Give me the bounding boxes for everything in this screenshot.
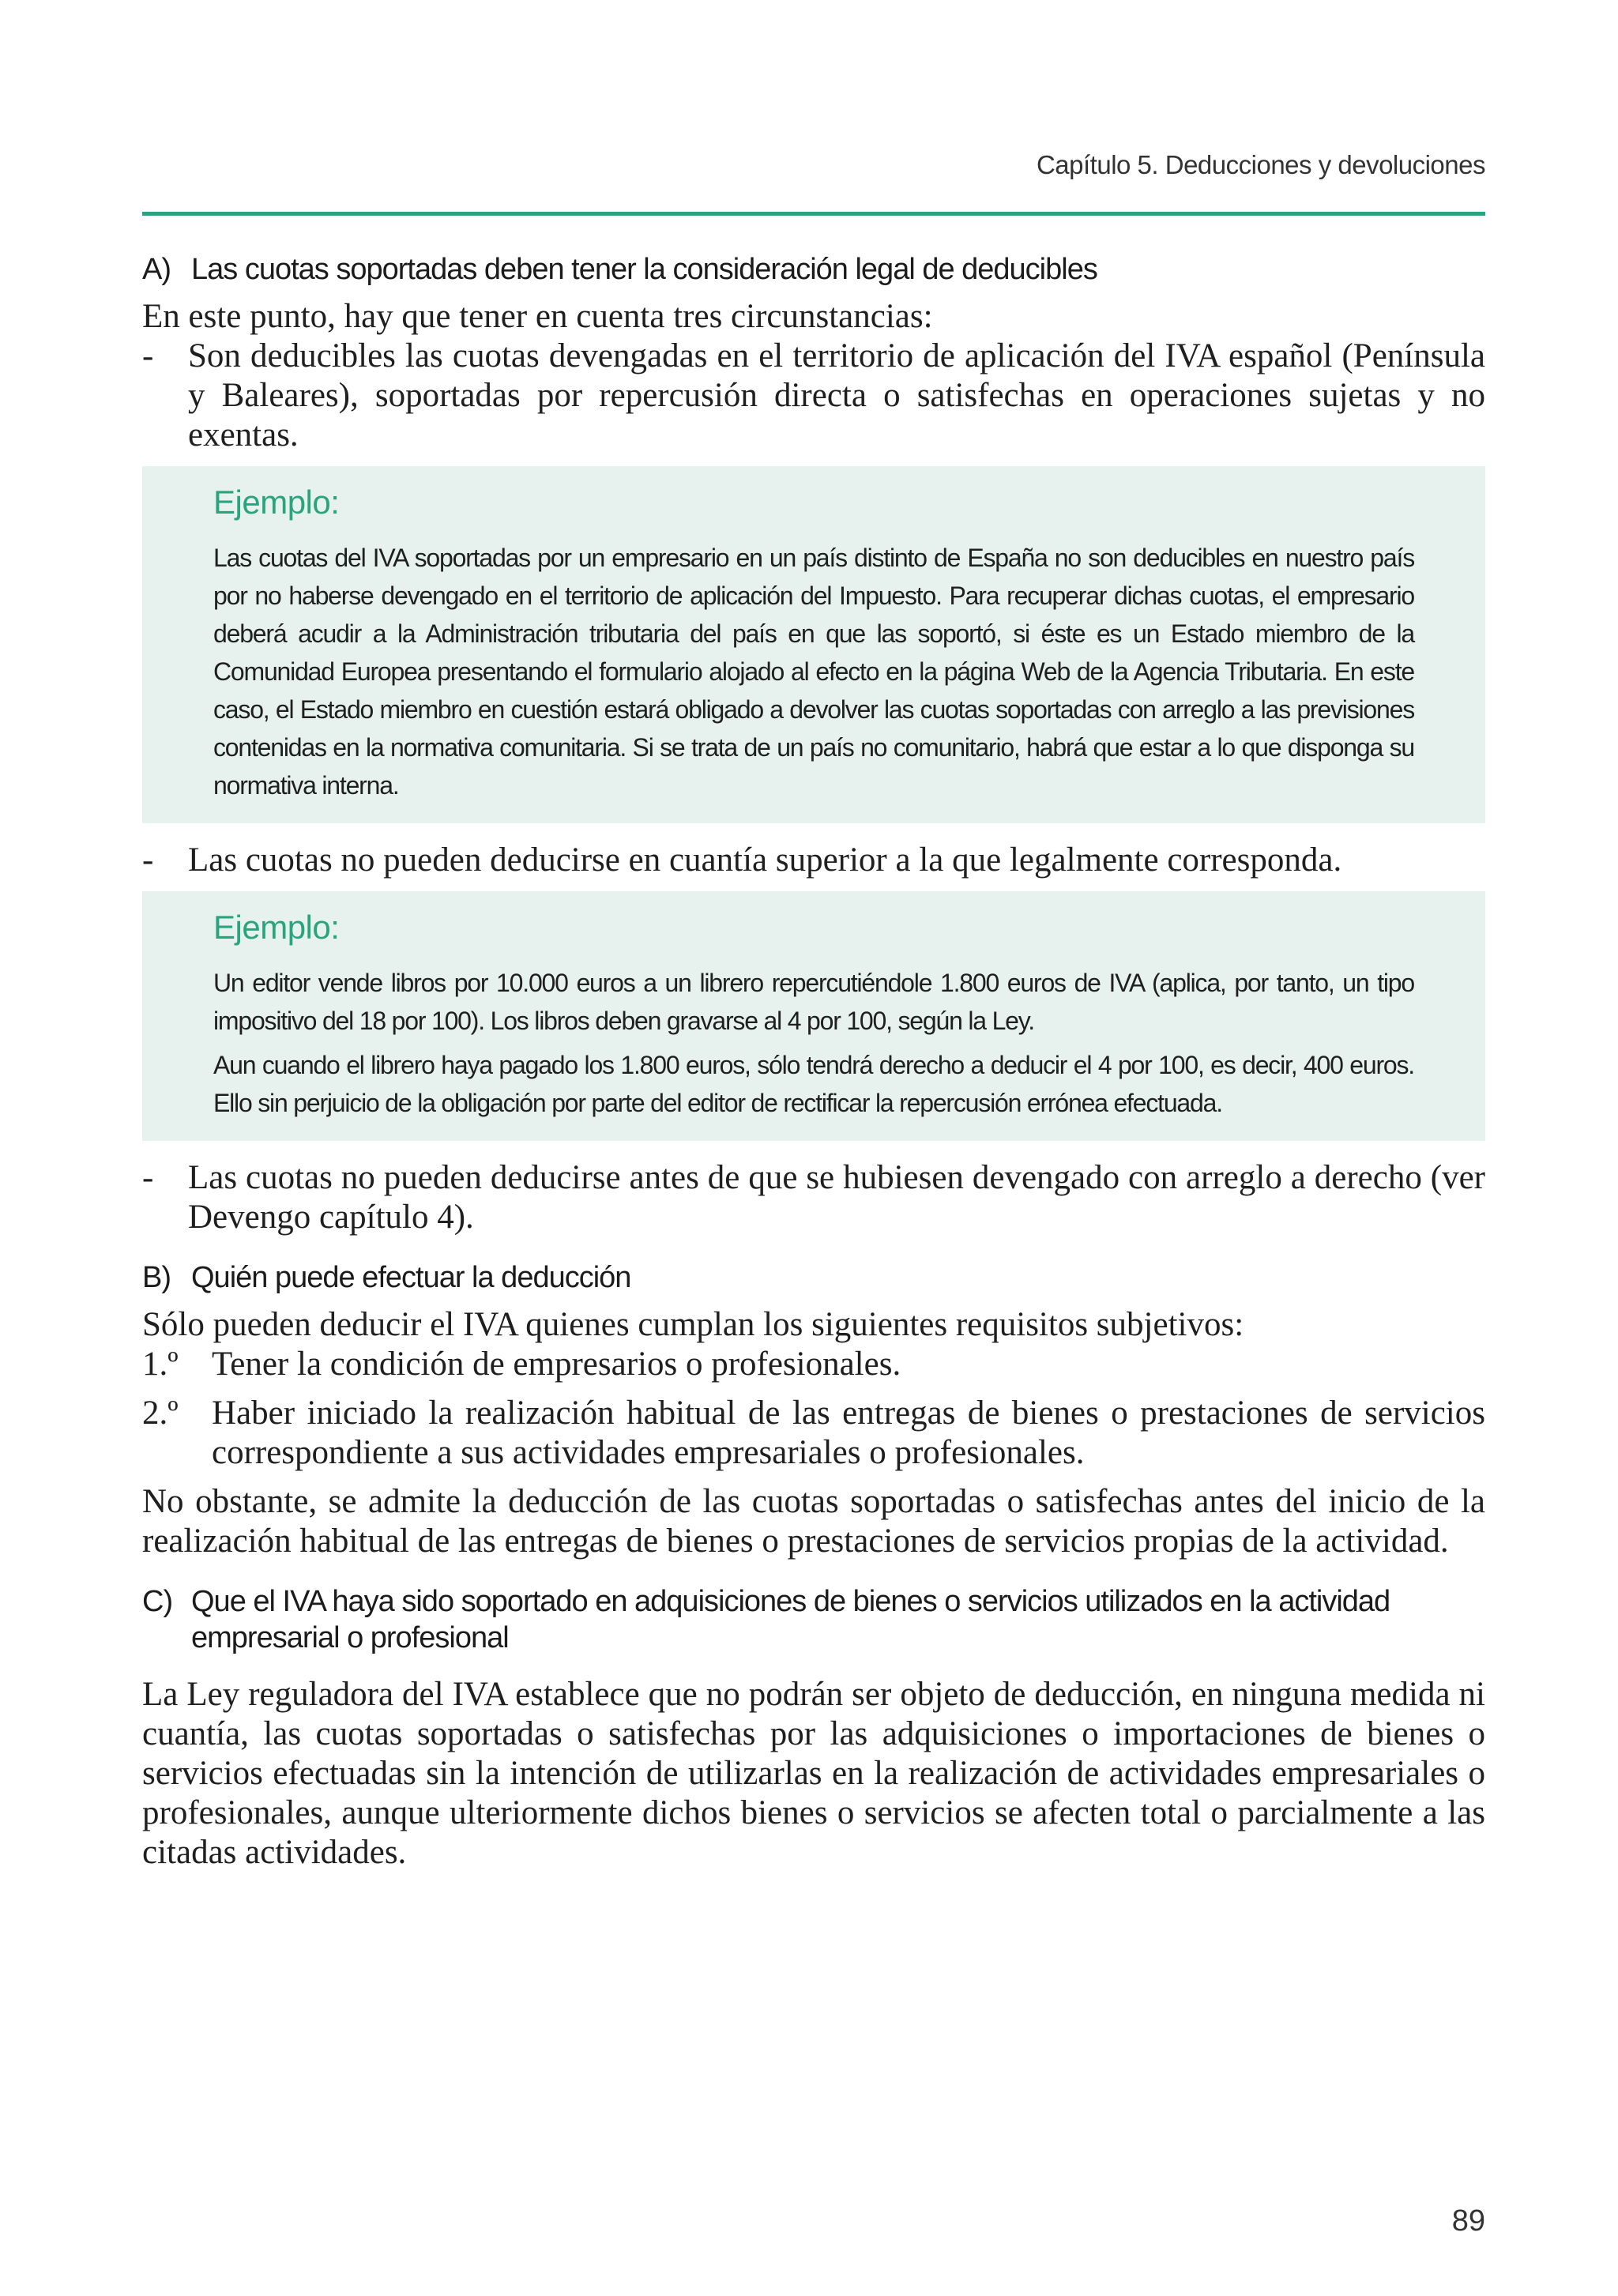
list-item bbox=[142, 1394, 1485, 1473]
example-title: Ejemplo: bbox=[213, 484, 340, 521]
dash-marker: - bbox=[142, 1159, 154, 1196]
page-content bbox=[142, 251, 1485, 1873]
example-box-2 bbox=[142, 891, 1485, 1141]
page-number: 89 bbox=[1451, 2204, 1485, 2238]
section-b-title: Quién puede efectuar la deducción bbox=[191, 1261, 631, 1294]
list-item bbox=[142, 1345, 1485, 1384]
list-item bbox=[142, 1158, 1485, 1237]
example-text: Un editor vende libros por 10.000 euros a un librero repercutiéndole 1.800 euros de IVA (aplica, por tanto, un tipo impositivo del 18 por 100). Los libros deben gravarse al 4 por 100, según la Ley. bbox=[213, 969, 1414, 1035]
section-a-heading bbox=[142, 251, 1485, 288]
section-b-intro: Sólo pueden deducir el IVA quienes cumplan los siguientes requisitos subjetivos: bbox=[142, 1306, 1244, 1343]
section-c-text: La Ley reguladora del IVA establece que no podrán ser objeto de deducción, en ninguna medida ni cuantía, las cuotas soportadas o satisfechas por las adquisiciones o importaciones de bienes o servicios efectuadas sin la intención de utilizarlas en la realización de actividades empresariales o profesionales, aunque ulteriormente dichos bienes o servicios se afecten total o parcialmente a las citadas actividades. bbox=[142, 1676, 1485, 1871]
requirement-text-1: Tener la condición de empresarios o profesionales. bbox=[212, 1346, 901, 1383]
section-b-letter: B) bbox=[142, 1261, 171, 1294]
list-item bbox=[142, 841, 1485, 880]
section-b-note: No obstante, se admite la deducción de las cuotas soportadas o satisfechas antes del inicio de la realización habitual de las entregas de bienes o prestaciones de servicios propias de la actividad. bbox=[142, 1483, 1485, 1560]
requirement-text-2: Haber iniciado la realización habitual de las entregas de bienes o prestaciones de servicios correspondiente a sus actividades empresariales o profesionales. bbox=[212, 1395, 1485, 1471]
ordinal-marker: 2.º bbox=[142, 1395, 179, 1432]
bullet-text-2: Las cuotas no pueden deducirse en cuantía superior a la que legalmente corresponda. bbox=[188, 841, 1342, 879]
example-text: Aun cuando el librero haya pagado los 1.800 euros, sólo tendrá derecho a deducir el 4 por 100, es decir, 400 euros. Ello sin perjuicio de la obligación por parte del editor de rectificar la repercusión errónea efectuada. bbox=[213, 1051, 1414, 1117]
example-box-1 bbox=[142, 466, 1485, 823]
section-c-title: Que el IVA haya sido soportado en adquisiciones de bienes o servicios utilizados en la actividad empresarial o profesional bbox=[191, 1585, 1390, 1654]
dash-marker: - bbox=[142, 337, 154, 375]
section-a-letter: A) bbox=[142, 253, 171, 286]
section-c-letter: C) bbox=[142, 1585, 173, 1618]
section-a-intro: En este punto, hay que tener en cuenta tres circunstancias: bbox=[142, 298, 933, 335]
bullet-text-1: Son deducibles las cuotas devengadas en el territorio de aplicación del IVA español (Península y Baleares), soportadas por repercusión directa o satisfechas en operaciones sujetas y no exentas. bbox=[188, 337, 1485, 454]
section-b-heading bbox=[142, 1259, 1485, 1296]
section-c-heading bbox=[142, 1583, 1485, 1656]
example-text: Las cuotas del IVA soportadas por un empresario en un país distinto de España no son deducibles en nuestro país por no haberse devengado en el territorio de aplicación del Impuesto. Para recuperar dichas cuotas, el empresario deberá acudir a la Administración tributaria del país en que las soportó, si éste es un Estado miembro de la Comunidad Europea presentando el formulario alojado al efecto en la página Web de la Agencia Tributaria. En este caso, el Estado miembro en cuestión estará obligado a devolver las cuotas soportadas con arreglo a las previsiones contenidas en la normativa comunitaria. Si se trata de un país no comunitario, habrá que estar a lo que disponga su normativa interna. bbox=[213, 544, 1414, 800]
section-a-title: Las cuotas soportadas deben tener la consideración legal de deducibles bbox=[191, 253, 1097, 286]
dash-marker: - bbox=[142, 841, 154, 879]
example-title: Ejemplo: bbox=[213, 909, 340, 946]
chapter-header: Capítulo 5. Deducciones y devoluciones bbox=[1036, 150, 1485, 179]
ordinal-marker: 1.º bbox=[142, 1346, 179, 1383]
list-item bbox=[142, 337, 1485, 455]
header-divider bbox=[142, 212, 1485, 216]
bullet-text-3: Las cuotas no pueden deducirse antes de que se hubiesen devengado con arreglo a derecho (ver Devengo capítulo 4). bbox=[188, 1159, 1485, 1236]
